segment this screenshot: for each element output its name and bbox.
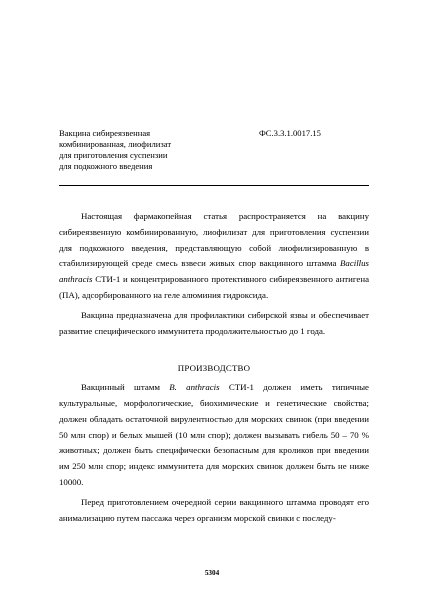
section-heading-production: ПРОИЗВОДСТВО <box>177 363 251 374</box>
monograph-title <box>59 128 249 172</box>
monograph-title-line: для приготовления суспензии <box>59 149 168 160</box>
production-paragraph-strain <box>59 380 369 491</box>
intro-paragraph-purpose: Вакцина предназначена для профилактики сибирской язвы и обеспечивает развитие специфического иммунитета продолжительностью до 1 года. <box>59 309 369 336</box>
text-run: СТИ-1 и концентрированного протективного сибиреязвенного антигена (ПА), адсорбированного на геле алюминия гидроксида. <box>59 274 369 300</box>
monograph-title-line: комбинированная, лиофилизат <box>59 138 172 149</box>
document-body <box>59 209 369 526</box>
species-name: Bacillus anthracis <box>59 258 369 285</box>
production-paragraph-animalization: Перед приготовлением очередной серии вакцинного штамма проводят его анимализацию путем пассажа через организм морской свинки с последу- <box>59 496 369 523</box>
page-number: 5304 <box>204 569 220 577</box>
intro-paragraph-scope <box>59 209 369 304</box>
text-run: Вакцинный штамм <box>81 382 170 393</box>
header-divider <box>59 185 369 186</box>
monograph-title-line: для подкожного введения <box>59 160 153 171</box>
text-run: Настоящая фармакопейная статья распространяется на вакцину сибиреязвенную комбинированную, лиофилизат для приготовления суспензии для подкожного введения, представляющую собой лиофилизированную в стабилизирующей среде смесь взвеси живых спор вакцинного штамма <box>59 211 369 269</box>
monograph-title-line: Вакцина сибиреязвенная <box>59 128 151 138</box>
monograph-code: ФС.3.3.1.0017.15 <box>259 128 321 138</box>
text-run: СТИ-1 должен иметь типичные культуральные, морфологические, биохимические и генетические свойства; должен обладать остаточной вирулентностью для морских свинок (при введении 50 млн спор) и белых мышей (10 млн спор); должен вызывать гибель 50 – 70 % животных; должен быть специфически безопасным для кроликов при введении им 250 млн спор; индекс иммунитета для морских свинок должен быть не ниже 10000. <box>59 382 369 487</box>
species-name: B. anthracis <box>169 382 220 393</box>
